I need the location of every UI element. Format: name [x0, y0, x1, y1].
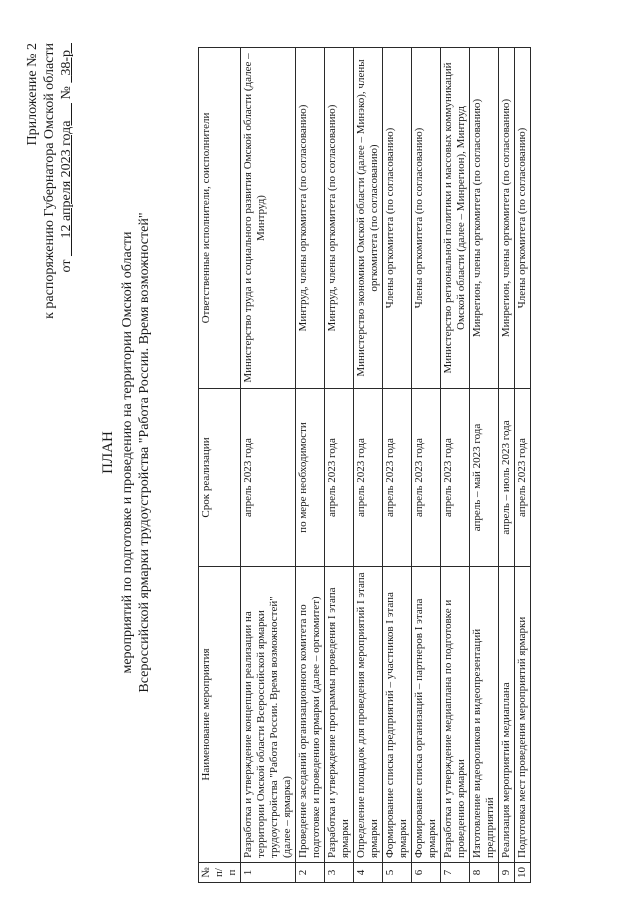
- row-name: Разработка и утверждение концепции реализации на территории Омской области Всероссийской ярмарки трудоустройства "Работа России. Время возможностей" (далее – ярмарка): [241, 567, 296, 863]
- row-responsible: Министерство региональной политики и массовых коммуникаций Омской области (далее – Минрегион), Минтруд: [441, 48, 470, 389]
- row-name: Формирование списка предприятий – участников I этапа ярмарки: [383, 567, 412, 863]
- row-name: Реализация мероприятий медиаплана: [499, 567, 515, 863]
- row-term: апрель – июль 2023 года: [499, 389, 515, 567]
- appendix-number: Приложение № 2: [25, 43, 40, 146]
- plan-title: ПЛАН: [100, 431, 116, 474]
- row-num: 1: [241, 863, 296, 883]
- table-row: [241, 48, 296, 883]
- date-prefix: от: [59, 259, 74, 273]
- row-term: апрель 2023 года: [515, 389, 531, 567]
- row-num: 6: [412, 863, 441, 883]
- row-responsible: Члены оргкомитета (по согласованию): [515, 48, 531, 389]
- row-term: апрель 2023 года: [412, 389, 441, 567]
- row-name: Разработка и утверждение медиаплана по подготовке и проведению ярмарки: [441, 567, 470, 863]
- appendix-order-ref: к распоряжению Губернатора Омской области: [42, 43, 57, 319]
- row-name: Изготовление видеороликов и видеопрезентаций предприятий: [470, 567, 499, 863]
- header-name: Наименование мероприятия: [199, 567, 241, 863]
- header-term: Срок реализации: [199, 389, 241, 567]
- row-responsible: Минрегион, члены оргкомитета (по согласованию): [470, 48, 499, 389]
- appendix-block: [24, 43, 75, 373]
- row-num: 3: [325, 863, 354, 883]
- row-name: Разработка и утверждение программы проведения I этапа ярмарки: [325, 567, 354, 863]
- plan-subtitle-line2: Всероссийской ярмарки трудоустройства "Работа России. Время возможностей": [137, 212, 152, 693]
- row-num: 5: [383, 863, 412, 883]
- plan-heading: [100, 150, 153, 755]
- row-term: апрель 2023 года: [354, 389, 383, 567]
- row-responsible: Минтруд, члены оргкомитета (по согласованию): [296, 48, 325, 389]
- row-name: Подготовка мест проведения мероприятий ярмарки: [515, 567, 531, 863]
- table-row: [354, 48, 383, 883]
- row-responsible: Минтруд, члены оргкомитета (по согласованию): [325, 48, 354, 389]
- number-prefix: №: [59, 86, 74, 100]
- table-row: [470, 48, 499, 883]
- row-term: апрель – май 2023 года: [470, 389, 499, 567]
- header-responsible: Ответственные исполнители, соисполнители: [199, 48, 241, 389]
- row-responsible: Члены оргкомитета (по согласованию): [412, 48, 441, 389]
- plan-table: [198, 47, 531, 883]
- table-row: [499, 48, 515, 883]
- row-term: апрель 2023 года: [383, 389, 412, 567]
- number-value: 38-р: [59, 50, 74, 76]
- date-value: 12 апреля 2023 года: [59, 120, 74, 239]
- table-row: [412, 48, 441, 883]
- row-num: 7: [441, 863, 470, 883]
- table-row: [383, 48, 412, 883]
- row-responsible: Министерство экономики Омской области (далее – Минэко), члены оргкомитета (по согласованию): [354, 48, 383, 389]
- row-num: 4: [354, 863, 383, 883]
- row-term: апрель 2023 года: [441, 389, 470, 567]
- row-num: 10: [515, 863, 531, 883]
- table-header-row: [199, 48, 241, 883]
- header-num: № п/п: [199, 863, 241, 883]
- row-num: 9: [499, 863, 515, 883]
- row-num: 8: [470, 863, 499, 883]
- row-name: Формирование списка организаций – партнеров I этапа ярмарки: [412, 567, 441, 863]
- table-row: [441, 48, 470, 883]
- row-term: апрель 2023 года: [325, 389, 354, 567]
- row-responsible: Министерство труда и социального развития Омской области (далее – Минтруд): [241, 48, 296, 389]
- row-responsible: Минрегион, члены оргкомитета (по согласованию): [499, 48, 515, 389]
- row-term: апрель 2023 года: [241, 389, 296, 567]
- table-row: [296, 48, 325, 883]
- row-name: Проведение заседаний организационного комитета по подготовке и проведению ярмарки (далее – оргкомитет): [296, 567, 325, 863]
- row-num: 2: [296, 863, 325, 883]
- appendix-date-line: [58, 43, 75, 373]
- row-term: по мере необходимости: [296, 389, 325, 567]
- table-row: [515, 48, 531, 883]
- row-responsible: Члены оргкомитета (по согласованию): [383, 48, 412, 389]
- row-name: Определение площадок для проведения мероприятий I этапа ярмарки: [354, 567, 383, 863]
- plan-subtitle-line1: мероприятий по подготовке и проведению на территории Омской области: [120, 231, 135, 674]
- table-row: [325, 48, 354, 883]
